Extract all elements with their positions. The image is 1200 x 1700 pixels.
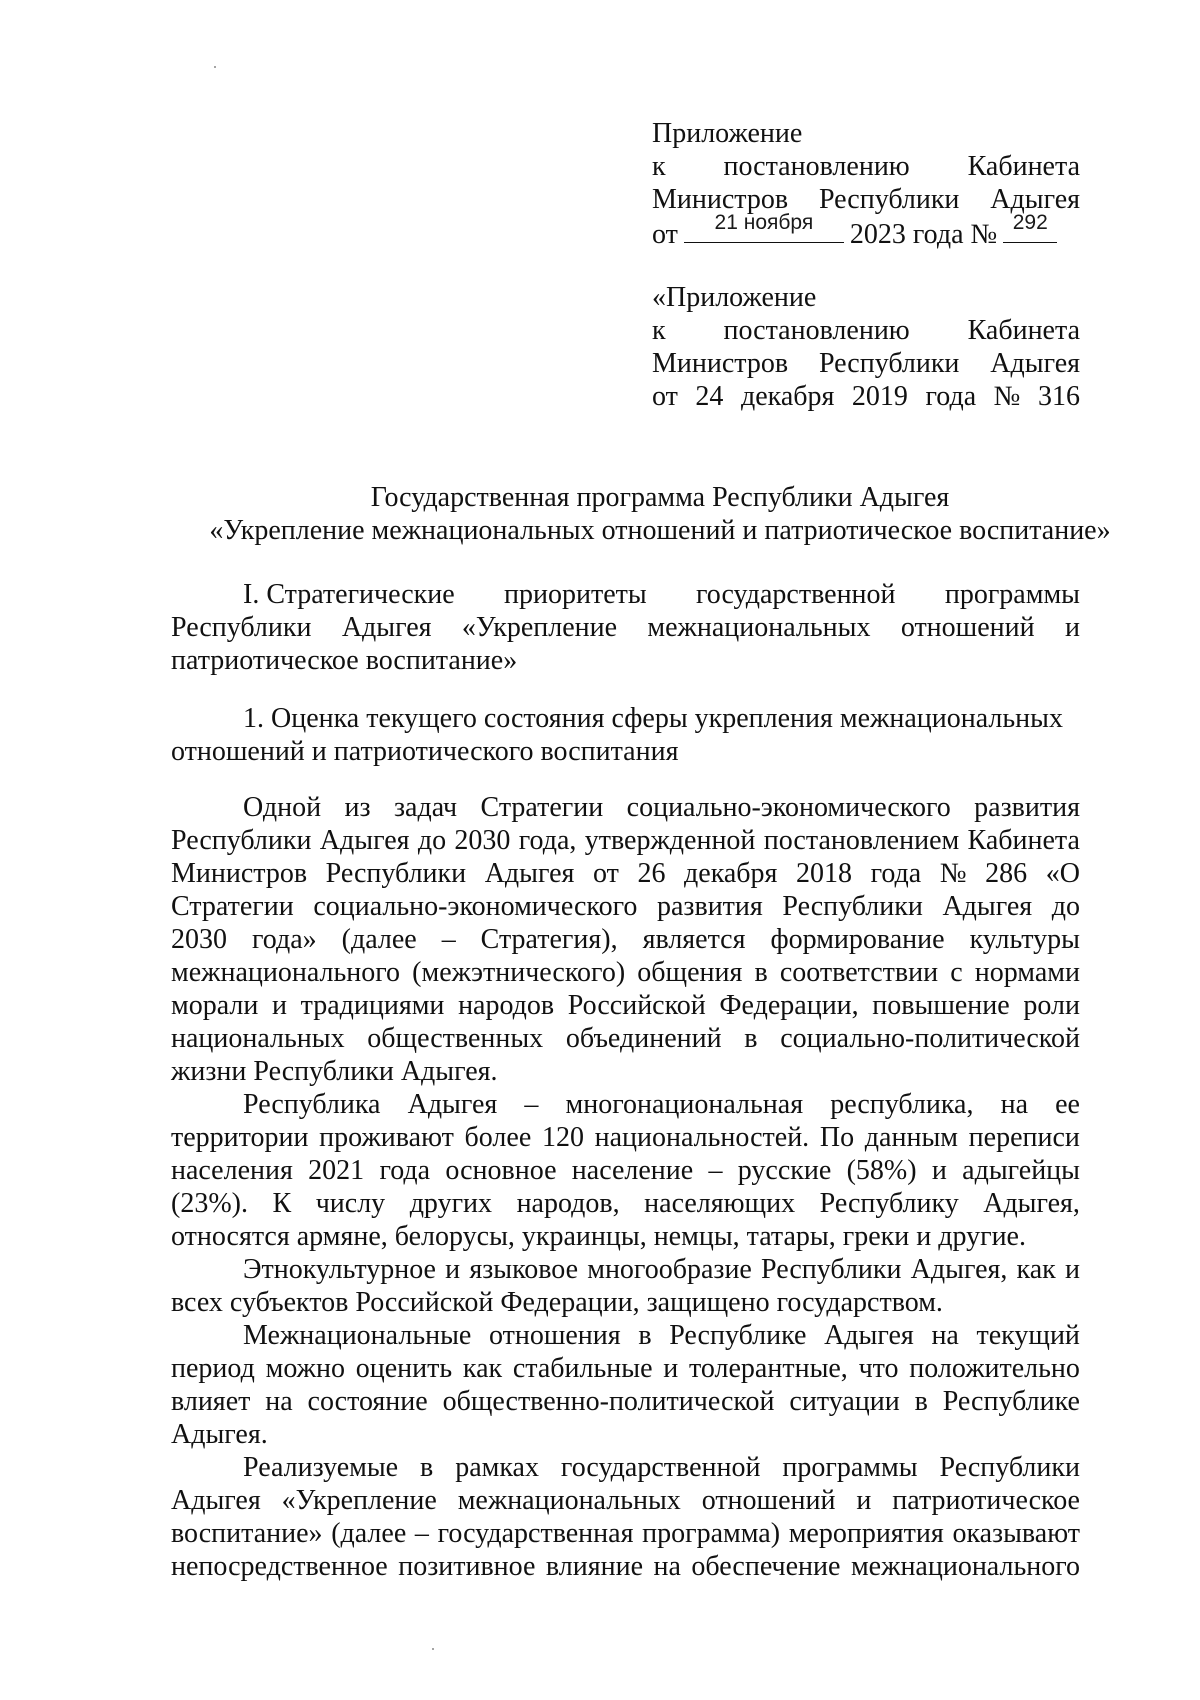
word: Адыгея — [484, 858, 575, 889]
word: на — [265, 1386, 293, 1417]
word: Адыгея — [341, 612, 432, 643]
word: национальностей. — [594, 1122, 810, 1153]
word: декабря — [740, 381, 835, 412]
word: в — [754, 957, 768, 988]
word: в — [744, 1023, 758, 1054]
word: Этнокультурное — [243, 1254, 436, 1285]
word: влияет — [171, 1386, 251, 1417]
body-line — [171, 1253, 1080, 1286]
word: 26 — [637, 858, 666, 889]
heading-line — [171, 578, 1080, 611]
word: декабря — [684, 858, 778, 889]
word: Министров — [652, 348, 789, 379]
body-line: Адыгея. — [171, 1419, 268, 1450]
word: Кабинета — [967, 315, 1080, 346]
word: Адыгея — [319, 825, 410, 856]
word: программы — [944, 579, 1080, 610]
word: Адыгея — [824, 1320, 914, 1351]
handwritten-date: 21 ноября — [714, 211, 814, 234]
word: можно — [265, 1353, 345, 1384]
word: 2018 — [796, 858, 852, 889]
appendix-line-2 — [652, 314, 1080, 347]
word: многонациональная — [565, 1089, 804, 1120]
word: приоритеты — [504, 579, 647, 610]
word: традициями — [300, 990, 445, 1021]
word: 2021 — [308, 1155, 365, 1186]
word: Адыгея — [990, 348, 1080, 379]
word: отношения — [488, 1320, 621, 1351]
heading-line: отношений и патриотического воспитания — [171, 736, 679, 767]
word: межнациональных — [457, 1485, 681, 1516]
body-line — [171, 989, 1080, 1022]
word: Республика — [243, 1089, 381, 1120]
body-line — [171, 1154, 1080, 1187]
date-prefix: от — [652, 219, 678, 250]
word: – — [524, 1089, 539, 1120]
word: Федерации, — [719, 990, 859, 1021]
word: Кабинета — [967, 825, 1080, 856]
word: Одной — [243, 792, 322, 823]
word: языковое — [469, 1254, 579, 1285]
word: общественно-политической — [442, 1386, 775, 1417]
word: русские — [737, 1155, 832, 1186]
word: на — [1000, 1089, 1028, 1120]
word: (58%) — [846, 1155, 917, 1186]
word: из — [344, 792, 371, 823]
word: оценить — [355, 1353, 453, 1384]
word: и — [663, 1353, 679, 1384]
word: № — [939, 858, 967, 889]
body-line — [171, 890, 1080, 923]
word: социально-экономического — [626, 792, 951, 823]
word: текущий — [976, 1320, 1080, 1351]
document-subtitle: «Укрепление межнациональных отношений и патриотическое воспитание» — [209, 515, 1111, 546]
word: на — [931, 1320, 959, 1351]
body-line: жизни Республики Адыгея. — [171, 1056, 498, 1087]
word: ее — [1055, 1089, 1080, 1120]
word: Республики — [325, 858, 467, 889]
word: культуры — [969, 924, 1080, 955]
heading-line — [171, 611, 1080, 644]
word: Республике — [669, 1320, 807, 1351]
word: обеспечение — [691, 1551, 841, 1582]
body-line — [171, 1088, 1080, 1121]
word: стабильные — [512, 1353, 653, 1384]
word: задач — [393, 792, 458, 823]
body-line — [171, 1319, 1080, 1352]
appendix-heading: «Приложение — [652, 282, 817, 313]
year-and-number-label: 2023 года № — [849, 219, 998, 250]
word: национальных — [171, 1023, 345, 1054]
word: как — [1016, 1254, 1056, 1285]
appendix-original — [652, 281, 1080, 413]
appendix-date-line — [652, 211, 1080, 250]
word: соответствии — [779, 957, 939, 988]
word: роли — [1023, 990, 1080, 1021]
word: № — [993, 381, 1021, 412]
word: более — [464, 1122, 532, 1153]
body-line: относятся армяне, белорусы, украинцы, немцы, татары, греки и другие. — [171, 1221, 1026, 1252]
word: и — [856, 1485, 872, 1516]
word: населения — [171, 1155, 293, 1186]
word: года — [379, 1155, 431, 1186]
word: морали — [171, 990, 259, 1021]
word: года — [925, 381, 977, 412]
word: государственная — [437, 1518, 634, 1549]
word: что — [858, 1353, 899, 1384]
body-line — [171, 1550, 1080, 1583]
word: переписи — [968, 1122, 1080, 1153]
word: отношений — [900, 612, 1035, 643]
number-blank — [1003, 211, 1057, 243]
word: положительно — [909, 1353, 1080, 1384]
word: 316 — [1037, 381, 1080, 412]
heading-line: патриотическое воспитание» — [171, 645, 518, 676]
scan-speck — [214, 66, 216, 68]
word: постановлению — [723, 151, 910, 182]
body-line — [171, 1187, 1080, 1220]
section-heading — [171, 578, 1080, 677]
word: Республики — [818, 184, 960, 215]
word: «Укрепление — [281, 1485, 437, 1516]
document-title: Государственная программа Республики Адыгея — [370, 482, 950, 513]
word: проживают — [319, 1122, 454, 1153]
body-text — [171, 791, 1080, 1583]
word: является — [642, 924, 746, 955]
word: государственной — [695, 579, 896, 610]
word: Республики — [761, 1254, 902, 1285]
word: – — [441, 924, 456, 955]
word: развития — [974, 792, 1080, 823]
word: – — [708, 1155, 723, 1186]
word: года» — [251, 924, 317, 955]
word: Республики — [818, 348, 960, 379]
word: Министров — [652, 184, 789, 215]
word: многообразие — [587, 1254, 752, 1285]
word: к — [652, 315, 666, 346]
word: позитивное — [398, 1551, 536, 1582]
word: до — [417, 825, 447, 856]
word: (далее — [341, 924, 417, 955]
word: Межнациональные — [243, 1320, 472, 1351]
word: данным — [864, 1122, 958, 1153]
appendix-current — [652, 117, 1080, 249]
appendix-line-2 — [652, 150, 1080, 183]
word: года, — [518, 825, 577, 856]
word: Адыгея, — [983, 1188, 1080, 1219]
word: оказывают — [952, 1518, 1080, 1549]
word: в — [914, 1386, 928, 1417]
word: (межэтнического) — [412, 957, 626, 988]
word: числу — [315, 1188, 386, 1219]
word: (23%). — [171, 1188, 248, 1219]
body-line — [171, 1352, 1080, 1385]
body-line — [171, 1121, 1080, 1154]
word: Кабинета — [967, 151, 1080, 182]
word: 2030 — [454, 825, 511, 856]
word: «Укрепление — [461, 612, 618, 643]
word: программа) — [642, 1518, 781, 1549]
subsection-heading — [171, 702, 1080, 768]
word: состояние — [307, 1386, 428, 1417]
word: с — [950, 957, 963, 988]
word: Стратегии — [480, 792, 604, 823]
body-line — [171, 824, 1080, 857]
appendix-date-line — [652, 380, 1080, 413]
word: влияние — [545, 1551, 644, 1582]
word: мероприятия — [788, 1518, 944, 1549]
word: 2019 — [851, 381, 908, 412]
word: народов, — [516, 1188, 620, 1219]
word: ситуации — [789, 1386, 900, 1417]
word: Стратегия), — [480, 924, 618, 955]
word: социально-политической — [780, 1023, 1080, 1054]
word: развития — [656, 891, 763, 922]
word: рамках — [455, 1452, 539, 1483]
word: общения — [637, 957, 743, 988]
word: адыгейцы — [962, 1155, 1080, 1186]
word: Республики — [171, 825, 312, 856]
word: общественных — [367, 1023, 544, 1054]
appendix-heading: Приложение — [652, 118, 803, 149]
word: республика, — [830, 1089, 974, 1120]
word: 2030 — [171, 924, 227, 955]
word: от — [592, 858, 619, 889]
word: объединений — [565, 1023, 722, 1054]
word: постановлению — [723, 315, 910, 346]
word: населяющих — [644, 1188, 796, 1219]
word: 286 — [985, 858, 1028, 889]
body-line — [171, 1451, 1080, 1484]
body-line — [171, 1022, 1080, 1055]
word: на — [653, 1551, 681, 1582]
word: Республике — [942, 1386, 1080, 1417]
word: Российской — [567, 990, 706, 1021]
word: в — [420, 1452, 434, 1483]
word: непосредственное — [171, 1551, 388, 1582]
word: толерантные, — [689, 1353, 848, 1384]
scan-speck — [432, 1648, 434, 1650]
word: народов — [458, 990, 555, 1021]
word: и — [1064, 612, 1080, 643]
word: и — [931, 1155, 947, 1186]
word: 120 — [541, 1122, 584, 1153]
word: Республику — [819, 1188, 959, 1219]
word: формирование — [770, 924, 945, 955]
appendix-line-3 — [652, 347, 1080, 380]
word: Адыгея — [990, 184, 1080, 215]
word: в — [638, 1320, 652, 1351]
heading-line: 1. Оценка текущего состояния сферы укрепления межнациональных — [243, 703, 1063, 734]
word: повышение — [872, 990, 1010, 1021]
word: Стратегии — [171, 891, 294, 922]
word: Республики — [782, 891, 923, 922]
body-line — [171, 791, 1080, 824]
word: межнационального — [171, 957, 401, 988]
word: воспитание» — [171, 1518, 323, 1549]
word: патриотическое — [892, 1485, 1080, 1516]
body-line — [171, 1517, 1080, 1550]
word: – — [414, 1518, 429, 1549]
word: (далее — [331, 1518, 407, 1549]
word: территории — [171, 1122, 309, 1153]
word: государственной — [560, 1452, 761, 1483]
body-line — [171, 923, 1080, 956]
word: население — [571, 1155, 694, 1186]
word: I. Стратегические — [243, 579, 455, 610]
word: Адыгея — [942, 891, 1033, 922]
word: межнациональных — [647, 612, 871, 643]
word: основное — [445, 1155, 557, 1186]
body-line: всех субъектов Российской Федерации, защищено государством. — [171, 1287, 943, 1318]
word: к — [652, 151, 666, 182]
word: программы — [782, 1452, 918, 1483]
word: постановлением — [763, 825, 960, 856]
word: социально-экономического — [313, 891, 638, 922]
body-line — [171, 857, 1080, 890]
word: 24 — [695, 381, 724, 412]
word: «О — [1045, 858, 1080, 889]
word: до — [1051, 891, 1080, 922]
word: и — [445, 1254, 461, 1285]
word: межнационального — [850, 1551, 1080, 1582]
word: Республики — [171, 612, 312, 643]
word: от — [652, 381, 678, 412]
word: как — [462, 1353, 503, 1384]
word: и — [1064, 1254, 1080, 1285]
word: отношений — [701, 1485, 836, 1516]
body-line — [171, 1484, 1080, 1517]
word: года — [870, 858, 922, 889]
word: К — [272, 1188, 292, 1219]
word: Адыгея, — [910, 1254, 1008, 1285]
word: и — [272, 990, 287, 1021]
word: Адыгея — [407, 1089, 498, 1120]
handwritten-number: 292 — [1012, 211, 1048, 234]
word: период — [171, 1353, 255, 1384]
word: утвержденной — [584, 825, 756, 856]
word: Министров — [171, 858, 308, 889]
word: нормами — [974, 957, 1080, 988]
word: других — [409, 1188, 493, 1219]
body-line — [171, 956, 1080, 989]
word: Реализуемые — [243, 1452, 399, 1483]
date-blank — [684, 211, 844, 243]
body-line — [171, 1385, 1080, 1418]
word: Адыгея — [171, 1485, 261, 1516]
word: Республики — [939, 1452, 1080, 1483]
word: По — [819, 1122, 855, 1153]
